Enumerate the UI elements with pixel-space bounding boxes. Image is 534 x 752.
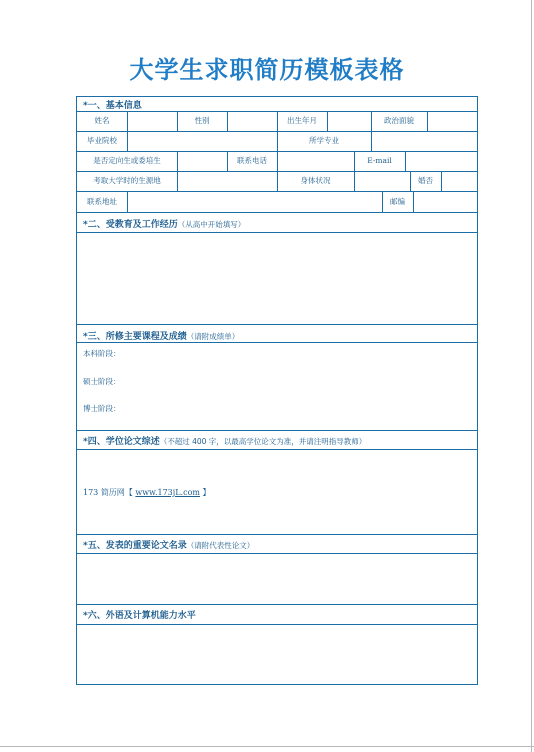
label-origin: 考取大学时的生源地 bbox=[93, 176, 161, 185]
label-school: 毕业院校 bbox=[87, 136, 117, 145]
label-address: 联系地址 bbox=[87, 197, 117, 206]
row-divider bbox=[77, 324, 477, 325]
col-divider bbox=[127, 111, 128, 131]
col-divider bbox=[371, 131, 372, 151]
row-divider bbox=[77, 191, 477, 192]
field-papers[interactable] bbox=[78, 554, 477, 604]
site-link[interactable]: www.173jL.com bbox=[135, 488, 200, 497]
col-divider bbox=[277, 151, 278, 171]
label-phone: 联系电话 bbox=[237, 156, 267, 165]
stage-master-label: 硕士阶段： bbox=[83, 377, 121, 386]
label-health: 身体状况 bbox=[300, 176, 331, 185]
label-major: 所学专业 bbox=[309, 136, 339, 145]
thesis-prefix: 173 简历网【 bbox=[83, 488, 133, 497]
thesis-content bbox=[83, 487, 211, 498]
field-skills[interactable] bbox=[78, 625, 477, 684]
stage-bachelor-label: 本科阶段： bbox=[83, 349, 121, 358]
col-divider bbox=[127, 131, 128, 151]
col-divider bbox=[413, 191, 414, 212]
row-divider bbox=[77, 604, 477, 605]
col-divider bbox=[427, 111, 428, 131]
label-postcode: 邮编 bbox=[390, 197, 405, 206]
thesis-suffix: 】 bbox=[202, 488, 211, 497]
label-politics: 政治面貌 bbox=[384, 116, 414, 125]
row-divider bbox=[77, 212, 477, 213]
label-email: E-mail bbox=[367, 156, 392, 165]
label-marital: 婚否 bbox=[418, 176, 433, 185]
col-divider bbox=[405, 151, 406, 171]
col-divider bbox=[441, 171, 442, 191]
col-divider bbox=[327, 111, 328, 131]
section-education-heading: *二、受教育及工作经历（从高中开始填写） bbox=[83, 220, 246, 230]
section-thesis-heading: *四、学位论文综述（不超过 400 字，以最高学位论文为准，并请注明指导教师） bbox=[83, 437, 367, 447]
col-divider bbox=[354, 171, 355, 191]
col-divider bbox=[177, 151, 178, 171]
page-title: 大学生求职简历模板表格 bbox=[129, 56, 405, 84]
stage-doctor-label: 博士阶段： bbox=[83, 404, 121, 413]
col-divider bbox=[227, 111, 228, 131]
row-divider bbox=[77, 430, 477, 431]
row-divider bbox=[77, 534, 477, 535]
section-papers-heading: *五、发表的重要论文名录（请附代表性论文） bbox=[83, 541, 255, 551]
page-edge-right bbox=[531, 0, 532, 752]
label-gender: 性别 bbox=[194, 116, 210, 125]
resume-form-table bbox=[76, 96, 478, 685]
section-skills-heading: *六、外语及计算机能力水平 bbox=[83, 611, 196, 621]
label-directed: 是否定向生或委培生 bbox=[93, 156, 161, 165]
label-birth: 出生年月 bbox=[287, 116, 317, 125]
row-divider bbox=[77, 449, 477, 450]
label-name: 姓名 bbox=[94, 116, 110, 125]
col-divider bbox=[177, 171, 178, 191]
section-courses-heading: *三、所修主要课程及成绩（请附成绩单） bbox=[83, 332, 240, 342]
page-edge-bottom bbox=[0, 746, 534, 747]
row-divider bbox=[77, 342, 477, 343]
field-education-history[interactable] bbox=[78, 233, 477, 323]
section-basic-info-heading: *一、基本信息 bbox=[83, 101, 142, 111]
col-divider bbox=[127, 191, 128, 212]
